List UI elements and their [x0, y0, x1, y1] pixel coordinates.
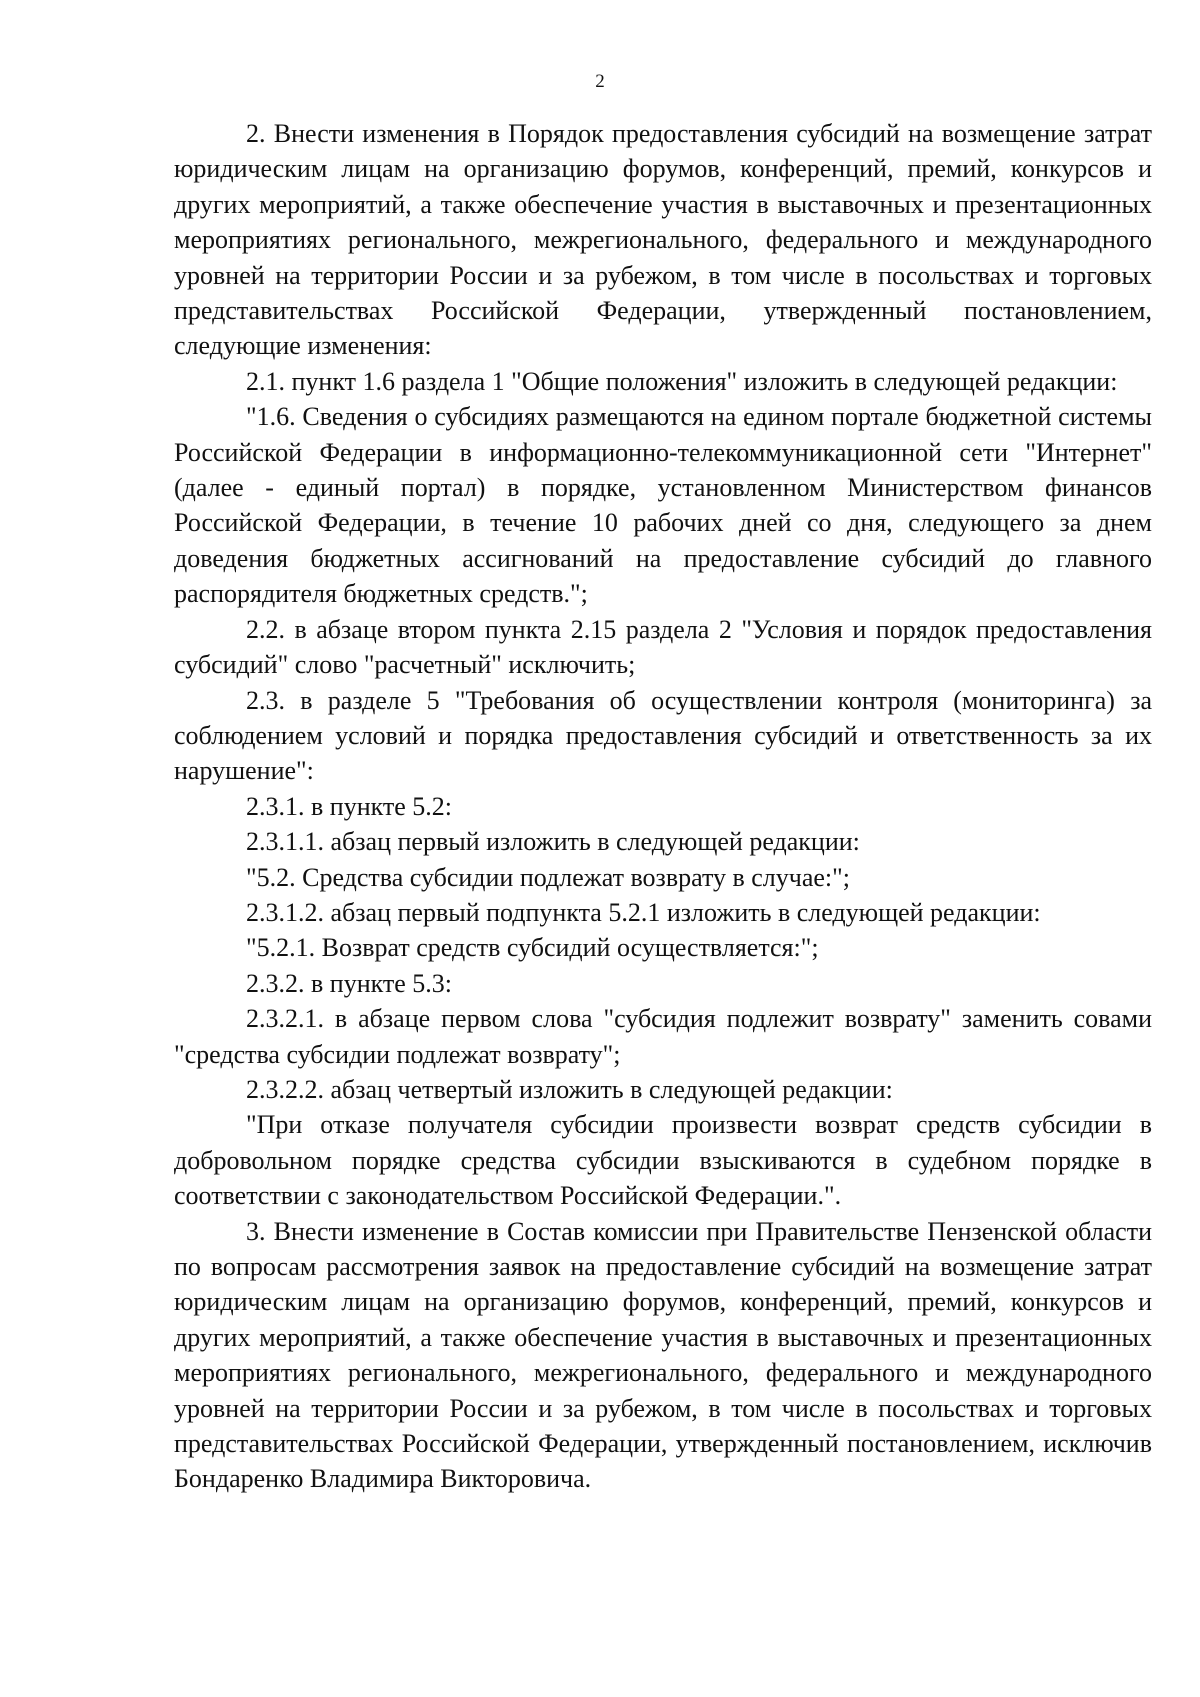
paragraph-5-2-1-text: "5.2.1. Возврат средств субсидий осуществляется:"; [246, 933, 819, 963]
paragraph-refusal-text: "При отказе получателя субсидии произвести возврат средств субсидии в добровольном порядке средства субсидии взыскиваются в судебном порядке в соответствии с законодательством Российской Федерации.". [174, 1110, 1152, 1211]
paragraph-2-3: 2.3. в разделе 5 "Требования об осуществлении контроля (мониторинга) за соблюдением условий и порядка предоставления субсидий и ответственность за их нарушение": [174, 685, 1152, 786]
paragraph-2-3-1-1: 2.3.1.1. абзац первый изложить в следующей редакции: [246, 827, 860, 857]
paragraph-2-3-2-1: 2.3.2.1. в абзаце первом слова "субсидия подлежит возврату" заменить совами "средства субсидии подлежат возврату"; [174, 1004, 1152, 1069]
paragraph-2-2: 2.2. в абзаце втором пункта 2.15 раздела 2 "Условия и порядок предоставления субсидий" слово "расчетный" исключить; [174, 614, 1152, 680]
paragraph-5-2-text: "5.2. Средства субсидии подлежат возврату в случае:"; [246, 862, 850, 892]
paragraph-2-amendments: 2. Внести изменения в Порядок предоставления субсидий на возмещение затрат юридическим лицам на организацию форумов, конференций, премий, конкурсов и других мероприятий, а также обеспечение участия в выставочных и презентационных мероприятиях регионального, межрегионального, федерального и международного уровней на территории России и за рубежом, в том числе в посольствах и торговых представительствах Российской Федерации, утвержденный постановлением, следующие изменения: [174, 119, 1152, 361]
paragraph-2-3-1: 2.3.1. в пункте 5.2: [246, 791, 453, 821]
paragraph-1-6-text: "1.6. Сведения о субсидиях размещаются на едином портале бюджетной системы Российской Федерации в информационно-телекоммуникационной сети "Интернет" (далее - единый портал) в порядке, установленном Министерством финансов Российской Федерации, в течение 10 рабочих дней со дня, следующего за днем доведения бюджетных ассигнований на предоставление субсидий до главного распорядителя бюджетных средств."; [174, 402, 1152, 609]
paragraph-2-3-2-2: 2.3.2.2. абзац четвертый изложить в следующей редакции: [246, 1074, 893, 1104]
paragraph-2-1: 2.1. пункт 1.6 раздела 1 "Общие положения" изложить в следующей редакции: [246, 366, 1118, 396]
document-body [174, 116, 1152, 1497]
paragraph-3-commission: 3. Внести изменение в Состав комиссии при Правительстве Пензенской области по вопросам рассмотрения заявок на предоставление субсидий на возмещение затрат юридическим лицам на организацию форумов, конференций, премий, конкурсов и других мероприятий, а также обеспечение участия в выставочных и презентационных мероприятиях регионального, межрегионального, федерального и международного уровней на территории России и за рубежом, в том числе в посольствах и торговых представительствах Российской Федерации, утвержденный постановлением, исключив Бондаренко Владимира Викторовича. [174, 1216, 1152, 1494]
paragraph-2-3-1-2: 2.3.1.2. абзац первый подпункта 5.2.1 изложить в следующей редакции: [246, 897, 1041, 927]
page-number: 2 [595, 71, 605, 92]
paragraph-2-3-2: 2.3.2. в пункте 5.3: [246, 968, 453, 998]
